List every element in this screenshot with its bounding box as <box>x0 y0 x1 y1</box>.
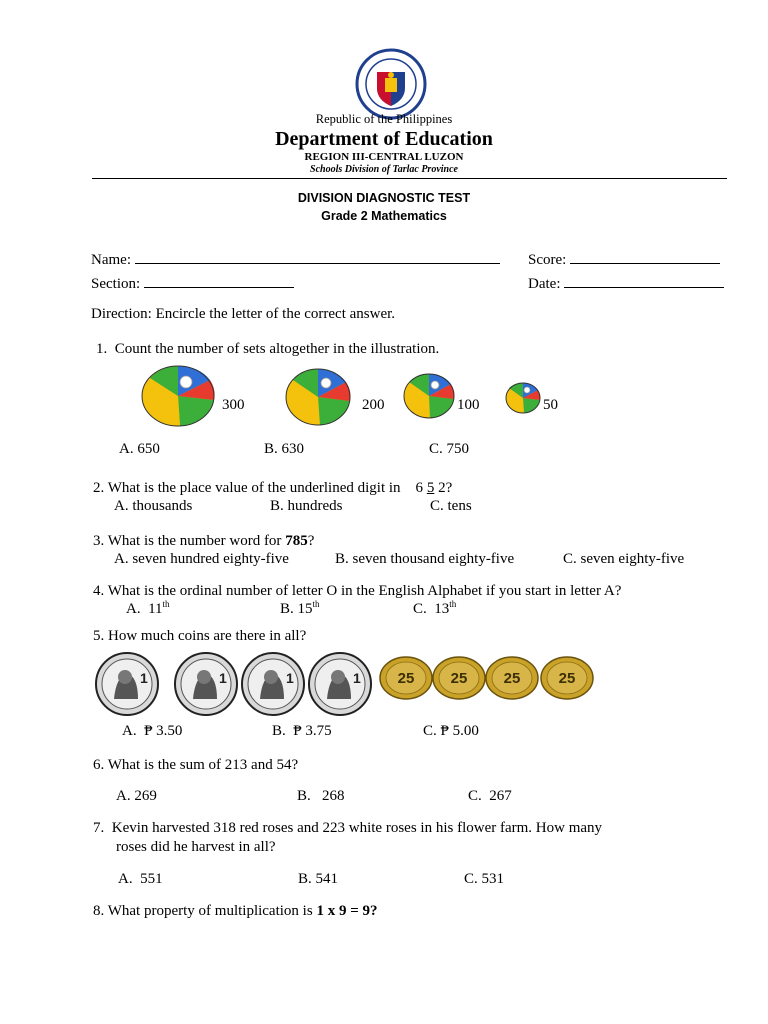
question-1 <box>96 341 439 358</box>
centavo-coin-1-value: 25 <box>397 670 415 687</box>
section-blank[interactable] <box>144 273 294 288</box>
q5-option-b[interactable]: B. ₱ 3.75 <box>272 723 332 739</box>
centavo-coin-2-value: 25 <box>450 670 468 687</box>
q3-option-c[interactable]: C. seven eighty-five <box>563 551 685 567</box>
score-label: Score: <box>528 252 567 268</box>
centavo-coin-1 <box>379 656 433 700</box>
q2-option-b[interactable]: B. hundreds <box>270 498 343 514</box>
q7-option-a[interactable]: A. 551 <box>118 871 163 887</box>
republic-line: Republic of the Philippines <box>315 112 453 126</box>
question-2 <box>93 480 452 497</box>
date-field-row[interactable] <box>528 273 724 293</box>
underlined-digit: 5 <box>426 480 435 496</box>
question-3-number: 785 <box>285 533 308 549</box>
q5-option-c[interactable]: C. ₱ 5.00 <box>423 723 479 739</box>
ball-value-3: 100 <box>457 397 480 413</box>
division-line: Schools Division of Tarlac Province <box>310 164 458 175</box>
header-divider <box>92 178 727 179</box>
test-title: DIVISION DIAGNOSTIC TEST <box>297 191 471 205</box>
name-label: Name: <box>91 252 131 268</box>
name-field-row[interactable] <box>91 249 500 269</box>
centavo-coin-2 <box>432 656 486 700</box>
q1-option-a[interactable]: A. 650 <box>119 441 160 457</box>
question-1-text: Count the number of sets altogether in the illustration. <box>114 341 440 357</box>
q1-option-b[interactable]: B. 630 <box>264 441 305 457</box>
question-3 <box>93 533 314 550</box>
q4-option-b-label: B. 15 <box>280 601 313 617</box>
score-field-row[interactable] <box>528 249 720 269</box>
peso-coin-3-value: 1 <box>286 670 294 686</box>
section-label: Section: <box>91 276 141 292</box>
peso-coin-3 <box>240 651 306 717</box>
region-line: REGION III-CENTRAL LUZON <box>304 151 464 163</box>
q4-option-a-sup: th <box>162 599 170 609</box>
deped-seal-logo <box>355 48 427 120</box>
question-3-text: 3. What is the number word for <box>93 533 286 549</box>
question-3-end: ? <box>307 533 315 549</box>
question-6: 6. What is the sum of 213 and 54? <box>93 757 299 773</box>
centavo-coin-3 <box>485 656 539 700</box>
q4-option-c-label: C. 13 <box>413 601 450 617</box>
peso-coin-1 <box>94 651 160 717</box>
ball-value-4: 50 <box>543 397 558 413</box>
question-2-end: 2? <box>434 480 453 496</box>
date-label: Date: <box>528 276 561 292</box>
question-7-line-1: 7. Kevin harvested 318 red roses and 223 white roses in his flower farm. How many <box>93 820 603 836</box>
question-7-line-2: roses did he harvest in all? <box>116 839 276 855</box>
ball-value-1: 300 <box>222 397 245 413</box>
centavo-coin-4-value: 25 <box>558 670 576 687</box>
question-8-text: 8. What property of multiplication is <box>93 903 317 919</box>
question-8-equation: 1 x 9 = 9? <box>316 903 378 919</box>
q4-option-a[interactable] <box>126 601 170 618</box>
peso-coin-1-value: 1 <box>140 670 148 686</box>
q4-option-c-sup: th <box>449 599 457 609</box>
q5-option-a[interactable]: A. ₱ 3.50 <box>122 723 183 739</box>
peso-coin-2-value: 1 <box>219 670 227 686</box>
q3-option-a[interactable]: A. seven hundred eighty-five <box>114 551 289 567</box>
department-title: Department of Education <box>275 128 493 150</box>
beach-ball-small <box>402 372 456 420</box>
seal-text <box>0 0 28 1</box>
section-field-row[interactable] <box>91 273 294 293</box>
question-1-number: 1. <box>96 341 108 357</box>
question-8 <box>93 903 378 920</box>
centavo-coin-3-value: 25 <box>503 670 521 687</box>
q7-option-c[interactable]: C. 531 <box>464 871 505 887</box>
q4-option-b[interactable] <box>280 601 320 618</box>
q1-option-c[interactable]: C. 750 <box>429 441 470 457</box>
q3-option-b[interactable]: B. seven thousand eighty-five <box>335 551 515 567</box>
date-blank[interactable] <box>564 273 724 288</box>
q2-option-a[interactable]: A. thousands <box>114 498 193 514</box>
question-5: 5. How much coins are there in all? <box>93 628 307 644</box>
q7-option-b[interactable]: B. 541 <box>298 871 339 887</box>
q6-option-c[interactable]: C. 267 <box>468 788 512 804</box>
direction-text: Direction: Encircle the letter of the correct answer. <box>91 306 396 322</box>
name-blank[interactable] <box>135 249 500 264</box>
question-4: 4. What is the ordinal number of letter O in the English Alphabet if you start in letter A? <box>93 583 622 599</box>
beach-ball-large <box>140 364 216 428</box>
peso-coin-4 <box>307 651 373 717</box>
q2-option-c[interactable]: C. tens <box>430 498 472 514</box>
score-blank[interactable] <box>570 249 720 264</box>
q4-option-b-sup: th <box>312 599 320 609</box>
q6-option-b[interactable]: B. 268 <box>297 788 345 804</box>
peso-coin-4-value: 1 <box>353 670 361 686</box>
q4-option-c[interactable] <box>413 601 456 618</box>
test-subtitle: Grade 2 Mathematics <box>321 209 447 223</box>
centavo-coin-4 <box>540 656 594 700</box>
q6-option-a[interactable]: A. 269 <box>116 788 157 804</box>
q4-option-a-label: A. 11 <box>126 601 163 617</box>
beach-ball-tiny <box>504 381 542 415</box>
beach-ball-medium <box>284 367 352 427</box>
peso-coin-2 <box>173 651 239 717</box>
ball-value-2: 200 <box>362 397 385 413</box>
question-2-text: 2. What is the place value of the underlined digit in 6 <box>93 480 427 496</box>
